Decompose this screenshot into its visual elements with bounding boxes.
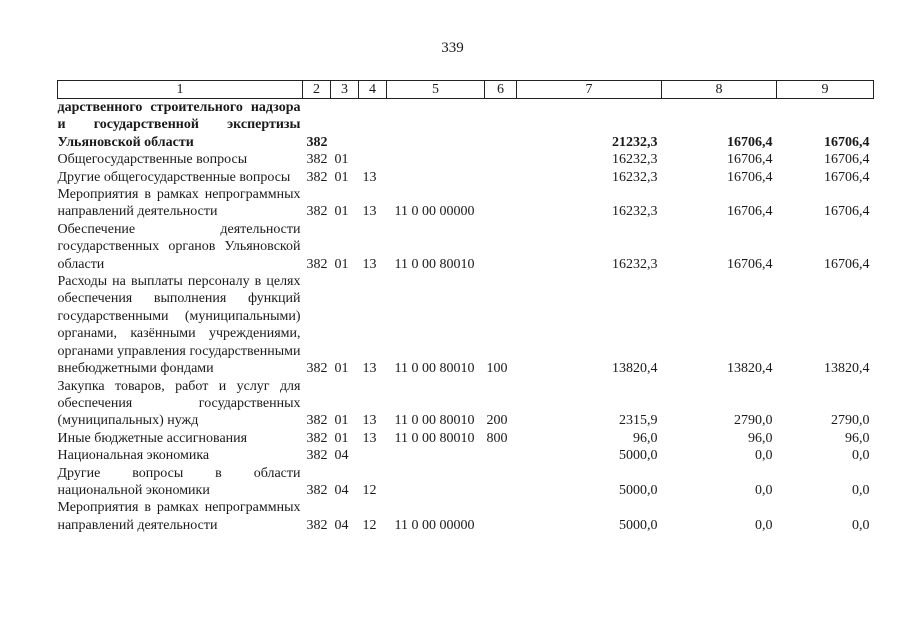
row-amount-col8: 13820,4 xyxy=(727,361,773,377)
row-section-code: 01 xyxy=(334,361,349,377)
row-amount-col7: 5000,0 xyxy=(619,482,658,498)
row-target-article-code xyxy=(387,99,485,152)
row-subsection-code: 13 xyxy=(362,430,377,446)
row-expense-type-code xyxy=(485,186,517,221)
row-target-article-code: 11 0 00 80010 xyxy=(394,361,475,377)
row-name: Расходы на выплаты персоналу в целях обеспечения выполнения функций государственными (муниципальными) органами, казёнными учреждениями, органами управления государственными внебюджетными фондами xyxy=(57,274,301,377)
row-amount-col9: 16706,4 xyxy=(824,256,870,272)
row-target-article-code: 11 0 00 00000 xyxy=(394,204,475,220)
row-amount-col9: 16706,4 xyxy=(824,204,870,220)
row-grbs-code: 382 xyxy=(306,413,328,429)
row-expense-type-code xyxy=(485,151,517,168)
row-amount-col7: 2315,9 xyxy=(619,413,658,429)
row-subsection-code xyxy=(359,447,387,464)
row-target-article-code xyxy=(387,169,485,186)
row-grbs-code: 382 xyxy=(306,517,328,533)
header-cell-9: 9 xyxy=(777,81,874,99)
row-section-code: 01 xyxy=(334,430,349,446)
row-section-code: 04 xyxy=(334,517,349,533)
row-subsection-code xyxy=(359,151,387,168)
table-row xyxy=(58,430,874,447)
row-expense-type-code: 100 xyxy=(486,361,508,377)
row-subsection-code: 12 xyxy=(362,482,377,498)
row-amount-col9: 16706,4 xyxy=(824,169,870,185)
row-grbs-code: 382 xyxy=(306,361,328,377)
header-cell-2: 2 xyxy=(303,81,331,99)
row-target-article-code: 11 0 00 80010 xyxy=(394,256,475,272)
header-cell-3: 3 xyxy=(331,81,359,99)
row-expense-type-code xyxy=(485,99,517,152)
row-amount-col7: 13820,4 xyxy=(612,361,658,377)
page-number: 339 xyxy=(441,40,464,56)
row-amount-col8: 16706,4 xyxy=(727,204,773,220)
row-amount-col9: 96,0 xyxy=(845,430,870,446)
row-amount-col9: 0,0 xyxy=(852,517,870,533)
header-cell-1: 1 xyxy=(58,81,303,99)
header-cell-4: 4 xyxy=(359,81,387,99)
table-row xyxy=(58,221,874,273)
header-cell-7: 7 xyxy=(517,81,662,99)
row-name: Другие общегосударственные вопросы xyxy=(57,169,291,185)
row-amount-col7: 96,0 xyxy=(633,430,658,446)
row-amount-col8: 16706,4 xyxy=(727,256,773,272)
row-amount-col7: 16232,3 xyxy=(612,152,658,168)
row-grbs-code: 382 xyxy=(306,430,328,446)
row-subsection-code: 13 xyxy=(362,204,377,220)
row-subsection-code xyxy=(359,99,387,152)
row-subsection-code: 13 xyxy=(362,169,377,185)
row-grbs-code: 382 xyxy=(306,169,328,185)
row-amount-col8: 16706,4 xyxy=(727,152,773,168)
row-grbs-code: 382 xyxy=(306,152,328,168)
table-row xyxy=(58,151,874,168)
row-amount-col8: 2790,0 xyxy=(734,413,773,429)
row-name: Обеспечение деятельности государственных органов Ульяновской области xyxy=(57,221,301,272)
row-amount-col8: 16706,4 xyxy=(727,134,773,150)
row-subsection-code: 13 xyxy=(362,413,377,429)
row-expense-type-code: 200 xyxy=(486,413,508,429)
row-name: Мероприятия в рамках непрограммных направлений деятельности xyxy=(57,187,301,220)
row-expense-type-code xyxy=(485,465,517,500)
row-amount-col9: 13820,4 xyxy=(824,361,870,377)
row-name: Иные бюджетные ассигнования xyxy=(57,430,248,446)
row-amount-col9: 2790,0 xyxy=(831,413,870,429)
row-grbs-code: 382 xyxy=(306,482,328,498)
table-row xyxy=(58,273,874,377)
row-name: Общегосударственные вопросы xyxy=(57,152,248,168)
row-name: Закупка товаров, работ и услуг для обеспечения государственных (муниципальных) нужд xyxy=(57,378,301,429)
row-target-article-code xyxy=(387,465,485,500)
row-name: дарственного строительного надзора и государственной экспертизы Ульяновской области xyxy=(57,100,301,150)
row-target-article-code xyxy=(387,151,485,168)
row-grbs-code: 382 xyxy=(306,204,328,220)
row-amount-col9: 16706,4 xyxy=(824,152,870,168)
row-section-code: 01 xyxy=(334,256,349,272)
table-row xyxy=(58,169,874,186)
table-row xyxy=(58,499,874,534)
row-grbs-code: 382 xyxy=(306,448,328,464)
table-row xyxy=(58,186,874,221)
row-amount-col9: 0,0 xyxy=(852,448,870,464)
row-name: Национальная экономика xyxy=(57,448,210,464)
row-amount-col8: 16706,4 xyxy=(727,169,773,185)
table-row xyxy=(58,465,874,500)
row-name: Другие вопросы в области национальной экономики xyxy=(57,465,301,498)
row-section-code: 04 xyxy=(334,482,349,498)
row-amount-col7: 5000,0 xyxy=(619,517,658,533)
row-target-article-code: 11 0 00 80010 xyxy=(394,430,475,446)
row-subsection-code: 12 xyxy=(362,517,377,533)
table-row xyxy=(58,378,874,430)
table-header-row xyxy=(58,81,874,99)
row-section-code: 01 xyxy=(334,204,349,220)
header-cell-8: 8 xyxy=(662,81,777,99)
row-target-article-code: 11 0 00 80010 xyxy=(394,413,475,429)
header-cell-5: 5 xyxy=(387,81,485,99)
header-cell-6: 6 xyxy=(485,81,517,99)
row-grbs-code: 382 xyxy=(306,256,328,272)
row-amount-col8: 0,0 xyxy=(755,448,773,464)
row-amount-col7: 16232,3 xyxy=(612,256,658,272)
row-amount-col7: 16232,3 xyxy=(612,169,658,185)
row-name: Мероприятия в рамках непрограммных направлений деятельности xyxy=(57,500,301,533)
row-target-article-code xyxy=(387,447,485,464)
row-amount-col9: 16706,4 xyxy=(824,134,870,150)
row-subsection-code: 13 xyxy=(362,361,377,377)
row-expense-type-code xyxy=(485,221,517,273)
row-expense-type-code xyxy=(485,169,517,186)
row-amount-col8: 96,0 xyxy=(748,430,773,446)
row-grbs-code: 382 xyxy=(306,134,328,150)
row-amount-col8: 0,0 xyxy=(755,517,773,533)
row-amount-col9: 0,0 xyxy=(852,482,870,498)
row-section-code: 01 xyxy=(334,169,349,185)
row-amount-col7: 16232,3 xyxy=(612,204,658,220)
row-amount-col7: 21232,3 xyxy=(612,134,658,150)
row-amount-col8: 0,0 xyxy=(755,482,773,498)
row-expense-type-code xyxy=(485,499,517,534)
table-row xyxy=(58,99,874,152)
row-section-code xyxy=(331,99,359,152)
row-section-code: 04 xyxy=(334,448,349,464)
row-expense-type-code: 800 xyxy=(486,430,508,446)
row-subsection-code: 13 xyxy=(362,256,377,272)
row-section-code: 01 xyxy=(334,413,349,429)
budget-table xyxy=(57,80,874,534)
table-row xyxy=(58,447,874,464)
row-expense-type-code xyxy=(485,447,517,464)
row-section-code: 01 xyxy=(334,152,349,168)
row-amount-col7: 5000,0 xyxy=(619,448,658,464)
row-target-article-code: 11 0 00 00000 xyxy=(394,517,475,533)
